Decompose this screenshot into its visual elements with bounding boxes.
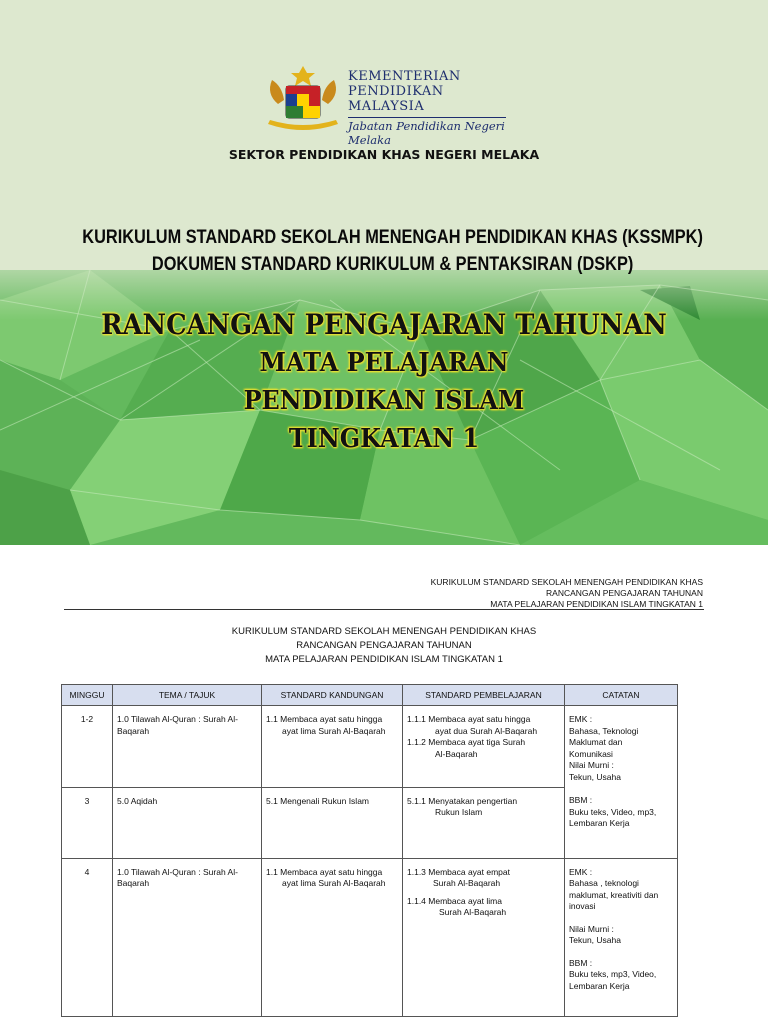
- running-header: [431, 577, 703, 610]
- table-header-row: [62, 685, 678, 706]
- ministry-line-2: PENDIDIKAN: [348, 84, 444, 99]
- learning-line: Al-Baqarah: [435, 748, 478, 759]
- note-line: Lembaran Kerja: [569, 818, 630, 828]
- column-header-content-standard: STANDARD KANDUNGAN: [262, 685, 403, 706]
- main-title-line-2: MATA PELAJARAN: [259, 348, 509, 378]
- document-title: [0, 625, 768, 667]
- theme-line: 1.0 Tilawah Al-Quran : Surah Al-: [117, 866, 238, 877]
- note-line: Lembaran Kerja: [569, 980, 630, 991]
- coat-of-arms-logo: [258, 64, 348, 138]
- content-line: 1.1 Membaca ayat satu hingga: [266, 866, 383, 877]
- ministry-line-3: MALAYSIA: [348, 99, 425, 114]
- column-header-week: MINGGU: [62, 685, 113, 706]
- table-row: [62, 706, 678, 788]
- learning-line: Rukun Islam: [435, 807, 483, 817]
- learning-line: Surah Al-Baqarah: [439, 907, 507, 917]
- content-line: 5.1 Mengenali Rukun Islam: [266, 795, 370, 806]
- theme-cell: [113, 787, 262, 858]
- learning-standard-cell: [403, 706, 565, 788]
- note-line: BBM :: [569, 795, 593, 805]
- theme-line: 1.0 Tilawah Al-Quran : Surah Al-: [117, 714, 238, 724]
- note-line: maklumat, kreativiti dan: [569, 889, 659, 900]
- header-divider: [64, 609, 704, 610]
- running-header-line-3: MATA PELAJARAN PENDIDIKAN ISLAM TINGKATAN 1: [490, 599, 703, 609]
- note-line: Buku teks, mp3, Video,: [569, 969, 657, 979]
- note-line: Nilai Murni :: [569, 923, 614, 934]
- learning-line: 5.1.1 Menyatakan pengertian: [407, 795, 518, 806]
- theme-line: Baqarah: [117, 725, 150, 736]
- learning-line: ayat dua Surah Al-Baqarah: [435, 725, 538, 736]
- learning-line: 1.1.4 Membaca ayat lima: [407, 895, 502, 906]
- document-title-line-2: RANCANGAN PENGAJARAN TAHUNAN: [296, 640, 472, 651]
- note-line: EMK :: [569, 714, 593, 724]
- note-line: Nilai Murni :: [569, 760, 614, 770]
- learning-standard-cell: [403, 787, 565, 858]
- note-line: EMK :: [569, 866, 593, 877]
- running-header-line-2: RANCANGAN PENGAJARAN TAHUNAN: [546, 588, 703, 598]
- theme-line: 5.0 Aqidah: [117, 795, 158, 806]
- week-cell: 3: [62, 787, 113, 858]
- theme-line: Baqarah: [117, 878, 150, 888]
- department-name: Jabatan Pendidikan Negeri Melaka: [348, 119, 505, 147]
- content-line: ayat lima Surah Al-Baqarah: [282, 878, 386, 888]
- content-standard-cell: [262, 858, 403, 1016]
- content-standard-cell: [262, 787, 403, 858]
- week-cell: 4: [62, 858, 113, 1016]
- note-line: inovasi: [569, 901, 596, 911]
- plan-page: [0, 545, 768, 1024]
- column-header-theme: TEMA / TAJUK: [113, 685, 262, 706]
- learning-line: Surah Al-Baqarah: [433, 878, 501, 888]
- curriculum-title-line-1: KURIKULUM STANDARD SEKOLAH MENENGAH PENDIDIKAN KHAS (KSSMPK): [82, 227, 703, 248]
- note-line: Bahasa , teknologi: [569, 878, 639, 888]
- column-header-learning-standard: STANDARD PEMBELAJARAN: [403, 685, 565, 706]
- document-title-line-1: KURIKULUM STANDARD SEKOLAH MENENGAH PENDIDIKAN KHAS: [231, 626, 537, 637]
- learning-line: 1.1.3 Membaca ayat empat: [407, 866, 511, 877]
- notes-cell: [565, 787, 678, 858]
- learning-standard-cell: [403, 858, 565, 1016]
- content-line: ayat lima Surah Al-Baqarah: [282, 725, 386, 736]
- note-line: Tekun, Usaha: [569, 935, 621, 945]
- week-cell: 1-2: [62, 706, 113, 788]
- table-row: [62, 787, 678, 858]
- theme-cell: [113, 858, 262, 1016]
- content-standard-cell: [262, 706, 403, 788]
- theme-cell: [113, 706, 262, 788]
- ministry-name: [348, 69, 506, 147]
- sector-title: SEKTOR PENDIDIKAN KHAS NEGERI MELAKA: [228, 147, 540, 162]
- curriculum-title-line-2: DOKUMEN STANDARD KURIKULUM & PENTAKSIRAN (DSKP): [151, 254, 634, 275]
- main-title-line-3: PENDIDIKAN ISLAM: [243, 386, 525, 416]
- document-title-line-3: MATA PELAJARAN PENDIDIKAN ISLAM TINGKATAN 1: [265, 654, 503, 665]
- note-line: Buku teks, Video, mp3,: [569, 806, 657, 817]
- learning-line: 1.1.1 Membaca ayat satu hingga: [407, 714, 531, 724]
- running-header-line-1: KURIKULUM STANDARD SEKOLAH MENENGAH PENDIDIKAN KHAS: [430, 577, 703, 587]
- note-line: Komunikasi: [569, 748, 613, 759]
- note-line: Maklumat dan: [569, 737, 623, 747]
- main-title-line-4: TINGKATAN 1: [288, 424, 480, 454]
- main-title-line-1: RANCANGAN PENGAJARAN TAHUNAN: [101, 308, 667, 341]
- column-header-notes: CATATAN: [565, 685, 678, 706]
- ministry-line-1: KEMENTERIAN: [348, 69, 461, 84]
- note-line: Bahasa, Teknologi: [569, 725, 639, 736]
- note-line: BBM :: [569, 957, 593, 968]
- notes-cell: [565, 858, 678, 1016]
- learning-line: 1.1.2 Membaca ayat tiga Surah: [407, 737, 526, 747]
- annual-plan-table: [61, 684, 678, 1017]
- notes-cell: [565, 706, 678, 788]
- table-row: [62, 858, 678, 1016]
- note-line: Tekun, Usaha: [569, 771, 621, 782]
- content-line: 1.1 Membaca ayat satu hingga: [266, 714, 383, 724]
